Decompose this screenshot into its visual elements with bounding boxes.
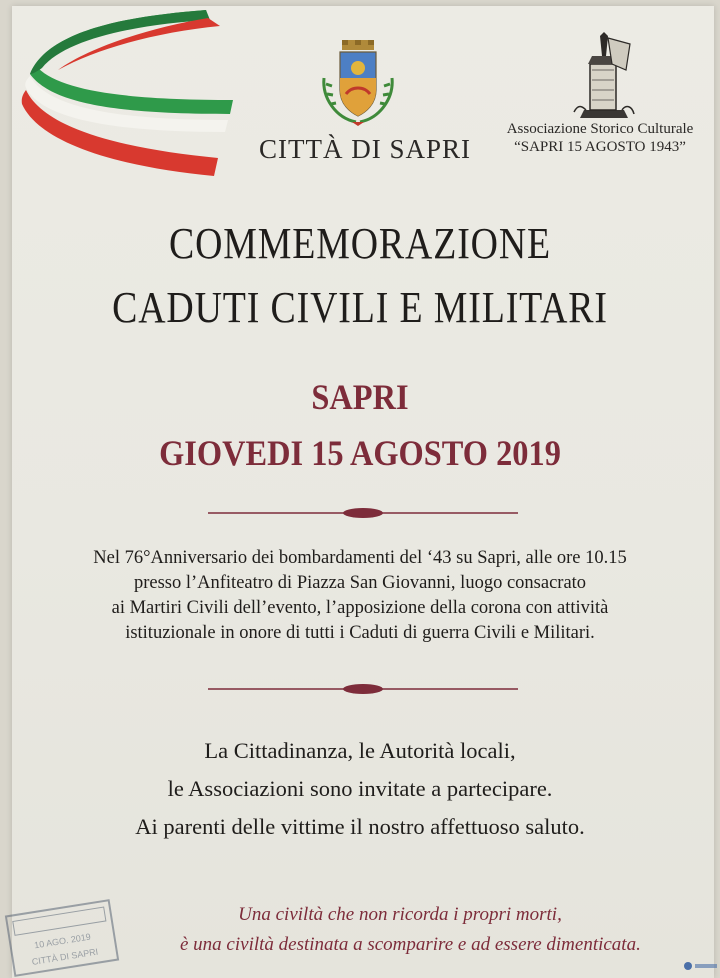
city-coat-of-arms-icon <box>318 38 398 128</box>
description-line: istituzionale in onore di tutti i Caduti di guerra Civili e Militari. <box>125 623 595 643</box>
description-line: Nel 76°Anniversario dei bombardamenti del ‘43 su Sapri, alle ore 10.15 <box>93 548 627 568</box>
description-line: ai Martiri Civili dell’evento, l’apposizione della corona con attività <box>111 598 609 618</box>
stamp-date: 10 AGO. 2019 <box>33 931 92 951</box>
description-line: presso l’Anfiteatro di Piazza San Giovanni, luogo consacrato <box>133 573 587 593</box>
invitation-text <box>60 732 660 846</box>
stamp-text: CITTÀ DI SAPRI <box>31 946 99 967</box>
association-name <box>480 120 720 156</box>
association-line-1: Associazione Storico Culturale <box>506 121 694 137</box>
motto-line: è una civiltà destinata a scomparire e ad essere dimenticata. <box>180 934 641 955</box>
monument-tower-icon <box>564 30 644 122</box>
italian-flag-ribbon-icon <box>18 8 248 188</box>
motto-quote <box>180 900 641 960</box>
association-line-2: “SAPRI 15 AGOSTO 1943” <box>514 139 686 155</box>
invitation-line: La Cittadinanza, le Autorità locali, <box>204 738 516 763</box>
event-date: GIOVEDI 15 AGOSTO 2019 <box>159 433 561 473</box>
printer-mark-icon <box>682 958 720 974</box>
invitation-line: Ai parenti delle vittime il nostro affettuoso saluto. <box>135 814 585 839</box>
title-line-2: CADUTI CIVILI E MILITARI <box>112 283 608 332</box>
ornament-divider-icon <box>208 682 518 696</box>
invitation-line: le Associazioni sono invitate a partecipare. <box>167 776 553 801</box>
event-place: SAPRI <box>311 377 409 417</box>
motto-line: Una civiltà che non ricorda i propri morti, <box>238 904 562 925</box>
event-description <box>60 546 660 646</box>
ornament-divider-icon <box>208 506 518 520</box>
title-line-1: COMMEMORAZIONE <box>168 219 552 268</box>
city-name: CITTÀ DI SAPRI <box>258 134 471 164</box>
